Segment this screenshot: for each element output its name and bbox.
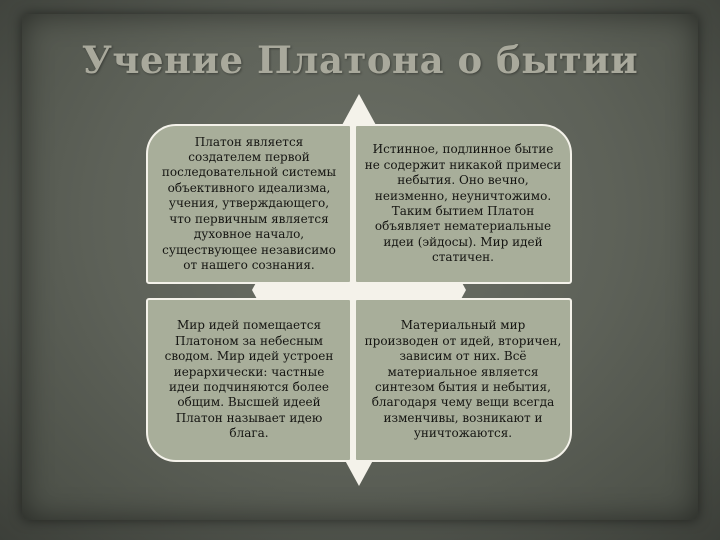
- block-top-left: [146, 124, 352, 284]
- block-bottom-right: [354, 298, 572, 462]
- block-bottom-left-text: Мир идей помещается Платоном за небесным сводом. Мир идей устроен иерархически: частные идеи подчиняются более общим. Высшей идеей Платон называет идею блага.: [164, 318, 334, 441]
- block-top-left-text: Платон является создателем первой последовательной системы объективного идеализма, учения, утверждающего, что первичным является духовное начало, существующее независимо от нашего сознания.: [161, 134, 337, 272]
- block-bottom-right-text: Материальный мир производен от идей, вторичен, зависим от них. Всё материальное является синтезом бытия и небытия, благодаря чему вещи всегда изменчивы, возникают и уничтожаются.: [364, 318, 562, 441]
- slide-title: Учение Платона о бытии: [81, 38, 639, 82]
- block-top-right-text: Истинное, подлинное бытие не содержит никакой примеси небытия. Оно вечно, неизменно, неуничтожимо. Таким бытием Платон объявляет нематериальные идеи (эйдосы). Мир идей статичен.: [364, 142, 562, 265]
- block-bottom-left: [146, 298, 352, 462]
- block-top-right: [354, 124, 572, 284]
